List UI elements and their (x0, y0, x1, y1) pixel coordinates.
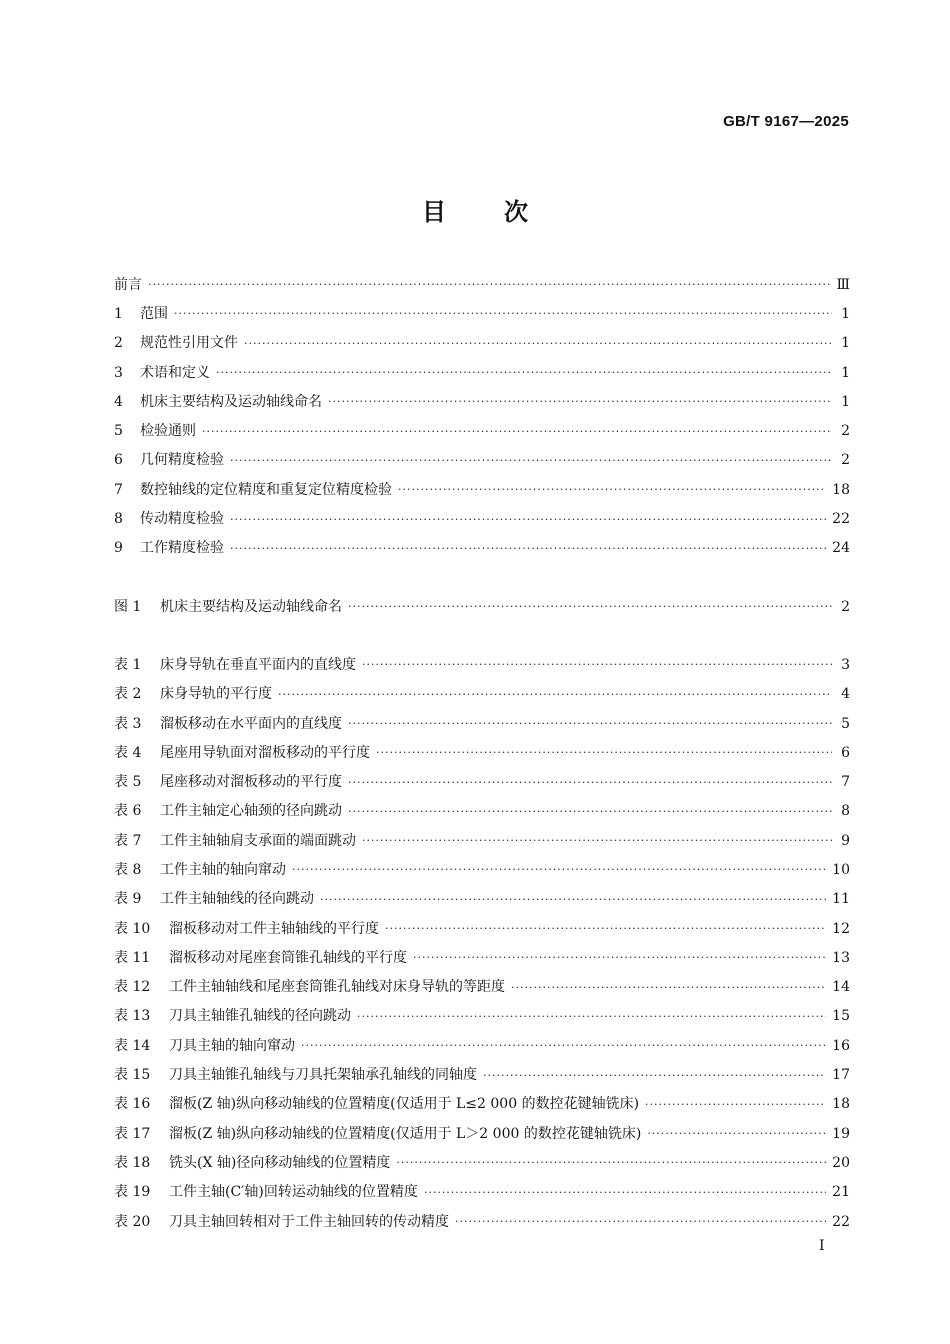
toc-table-9[interactable] (114, 885, 850, 914)
toc-entry-number: 3 (114, 364, 123, 381)
toc-entry-label: 工作精度检验 (140, 540, 224, 557)
toc-table-3[interactable] (114, 709, 850, 738)
toc-entry-label: 工件主轴轴线的径向跳动 (160, 891, 314, 908)
toc-entry-page: 9 (841, 832, 850, 849)
toc-entry-label: 传动精度检验 (140, 511, 224, 528)
toc-table-19[interactable] (114, 1178, 850, 1207)
toc-table-15[interactable] (114, 1060, 850, 1089)
toc-table-17[interactable] (114, 1119, 850, 1148)
dot-leader (216, 367, 832, 378)
toc-entry-label: 刀具主轴锥孔轴线的径向跳动 (169, 1008, 351, 1025)
toc-entry-number: 表 5 (114, 774, 142, 791)
toc-entry-label: 尾座移动对溜板移动的平行度 (160, 774, 342, 791)
toc-section-6[interactable] (114, 446, 850, 475)
toc-entry-label: 机床主要结构及运动轴线命名 (140, 393, 322, 410)
toc-section-2[interactable] (114, 329, 850, 358)
toc-entry-number: 表 14 (114, 1037, 151, 1054)
toc-entry-page: 1 (841, 393, 850, 410)
toc-entry-label: 床身导轨的平行度 (160, 686, 272, 703)
dot-leader (647, 1128, 826, 1139)
toc-table-4[interactable] (114, 738, 850, 767)
toc-entry-foreword[interactable] (114, 270, 850, 299)
toc-entry-label: 刀具主轴锥孔轴线与刀具托架轴承孔轴线的同轴度 (169, 1067, 477, 1084)
toc-entry-label: 溜板(Z 轴)纵向移动轴线的位置精度(仅适用于 L≤2 000 的数控花键轴铣床) (169, 1096, 640, 1113)
dot-leader (202, 426, 832, 437)
dot-leader (328, 396, 832, 407)
toc-entry-number: 5 (114, 423, 123, 440)
toc-entry-label: 工件主轴轴肩支承面的端面跳动 (160, 832, 356, 849)
toc-table-1[interactable] (114, 650, 850, 679)
toc-entry-number: 表 3 (114, 715, 142, 732)
dot-leader (455, 1216, 826, 1227)
toc-entry-page: 3 (841, 656, 850, 673)
dot-leader (376, 747, 832, 758)
toc-entry-number: 9 (114, 540, 123, 557)
toc-entry-page: 8 (841, 803, 850, 820)
toc-entry-label: 铣头(X 轴)径向移动轴线的位置精度 (169, 1154, 391, 1171)
page-number: I (819, 1238, 825, 1254)
toc-entry-page: 22 (832, 511, 850, 528)
dot-leader (385, 923, 826, 934)
toc-entry-label: 溜板移动对工件主轴轴线的平行度 (169, 920, 379, 937)
toc-table-16[interactable] (114, 1090, 850, 1119)
dot-leader (320, 894, 826, 905)
toc-table-5[interactable] (114, 767, 850, 796)
toc-entry-page: 19 (832, 1125, 850, 1142)
toc-entry-label: 工件主轴(C′轴)回转运动轴线的位置精度 (169, 1184, 418, 1201)
title-char-2: 次 (504, 197, 528, 226)
dot-leader (348, 806, 832, 817)
dot-leader (398, 484, 826, 495)
dot-leader (362, 659, 832, 670)
toc-entry-label: 规范性引用文件 (140, 335, 238, 352)
toc-section-1[interactable] (114, 299, 850, 328)
dot-leader (174, 308, 832, 319)
dot-leader (244, 338, 832, 349)
toc-table-20[interactable] (114, 1207, 850, 1236)
toc-entry-label: 检验通则 (140, 423, 196, 440)
dot-leader (424, 1187, 826, 1198)
toc-entry-page: 6 (841, 744, 850, 761)
toc-entry-page: 22 (832, 1213, 850, 1230)
dot-leader (645, 1099, 826, 1110)
toc-entry-number: 2 (114, 335, 123, 352)
dot-leader (362, 835, 832, 846)
toc-entry-page: 11 (832, 891, 850, 908)
dot-leader (292, 864, 826, 875)
toc-entry-number: 6 (114, 452, 123, 469)
toc-section-7[interactable] (114, 475, 850, 504)
toc-entry-label: 刀具主轴回转相对于工件主轴回转的传动精度 (169, 1213, 449, 1230)
toc-entry-page: 1 (841, 335, 850, 352)
toc-table-2[interactable] (114, 680, 850, 709)
dot-leader (396, 1157, 826, 1168)
toc-entry-number: 表 12 (114, 979, 151, 996)
toc-entry-number: 表 7 (114, 832, 142, 849)
toc-entry-number: 7 (114, 481, 123, 498)
toc-entry-number: 4 (114, 393, 123, 410)
toc-table-11[interactable] (114, 943, 850, 972)
toc-entry-number: 表 6 (114, 803, 142, 820)
toc-section-8[interactable] (114, 504, 850, 533)
toc-entry-label: 范围 (140, 305, 168, 322)
toc-table-7[interactable] (114, 826, 850, 855)
toc-entry-page: 1 (841, 305, 850, 322)
toc-entry-number: 表 10 (114, 920, 151, 937)
toc-entry-label: 溜板移动在水平面内的直线度 (160, 715, 342, 732)
toc-entry-number: 1 (114, 305, 123, 322)
toc-entry-number: 表 9 (114, 891, 142, 908)
toc-entry-label: 溜板(Z 轴)纵向移动轴线的位置精度(仅适用于 L＞2 000 的数控花键轴铣床) (169, 1125, 642, 1142)
toc-entry-page: 2 (841, 423, 850, 440)
toc-entry-number: 表 18 (114, 1154, 151, 1171)
toc-table-8[interactable] (114, 855, 850, 884)
toc-entry-number: 表 19 (114, 1184, 151, 1201)
toc-entry-page: 24 (832, 540, 850, 557)
toc-entry-label: 工件主轴的轴向窜动 (160, 861, 286, 878)
toc-entry-label: 工件主轴定心轴颈的径向跳动 (160, 803, 342, 820)
toc-table-14[interactable] (114, 1031, 850, 1060)
toc-entry-label: 溜板移动对尾座套筒锥孔轴线的平行度 (169, 949, 407, 966)
toc-entry-label: 工件主轴轴线和尾座套筒锥孔轴线对床身导轨的等距度 (169, 979, 505, 996)
toc-entry-number: 8 (114, 511, 123, 528)
toc-table-6[interactable] (114, 797, 850, 826)
toc-table-13[interactable] (114, 1002, 850, 1031)
toc-entry-number: 表 1 (114, 656, 142, 673)
dot-leader (230, 514, 826, 525)
page-title (0, 192, 950, 227)
toc-entry-page: 4 (841, 686, 850, 703)
toc-entry-page: 21 (832, 1184, 850, 1201)
toc-entry-number: 表 4 (114, 744, 142, 761)
toc-entry-number: 表 8 (114, 861, 142, 878)
toc-entry-page: 15 (832, 1008, 850, 1025)
dot-leader (230, 455, 832, 466)
toc-entry-label: 前言 (114, 276, 142, 293)
toc-entry-number: 表 16 (114, 1096, 151, 1113)
toc-entry-number: 表 11 (114, 949, 151, 966)
toc-entry-page: 5 (841, 715, 850, 732)
toc-entry-page: 2 (841, 452, 850, 469)
toc-entry-page: 20 (832, 1154, 850, 1171)
dot-leader (511, 982, 826, 993)
dot-leader (278, 689, 832, 700)
toc-table-18[interactable] (114, 1148, 850, 1177)
toc-entry-number: 表 20 (114, 1213, 151, 1230)
dot-leader (483, 1070, 826, 1081)
toc-entry-page: 14 (832, 979, 850, 996)
toc-entry-label: 尾座用导轨面对溜板移动的平行度 (160, 744, 370, 761)
toc-entry-number: 图 1 (114, 598, 142, 615)
toc-entry-page: 2 (841, 598, 850, 615)
toc-section-5[interactable] (114, 416, 850, 445)
toc-entry-number: 表 13 (114, 1008, 151, 1025)
table-of-contents (114, 270, 850, 1236)
dot-leader (348, 718, 832, 729)
toc-figure-1[interactable] (114, 592, 850, 621)
dot-leader (357, 1011, 826, 1022)
toc-entry-label: 数控轴线的定位精度和重复定位精度检验 (140, 481, 392, 498)
dot-leader (230, 543, 826, 554)
toc-entry-number: 表 15 (114, 1067, 151, 1084)
dot-leader (348, 777, 832, 788)
toc-entry-number: 表 17 (114, 1125, 151, 1142)
toc-section-9[interactable] (114, 534, 850, 563)
standard-number: GB/T 9167—2025 (723, 113, 849, 130)
dot-leader (148, 279, 830, 290)
toc-section-3[interactable] (114, 358, 850, 387)
toc-entry-page: 1 (841, 364, 850, 381)
toc-entry-page: 18 (832, 481, 850, 498)
toc-entry-label: 床身导轨在垂直平面内的直线度 (160, 656, 356, 673)
dot-leader (301, 1040, 826, 1051)
toc-entry-page: 13 (832, 949, 850, 966)
toc-table-10[interactable] (114, 914, 850, 943)
toc-entry-page: 10 (832, 861, 850, 878)
toc-entry-label: 术语和定义 (140, 364, 210, 381)
toc-entry-page: 16 (832, 1037, 850, 1054)
toc-entry-page: 12 (832, 920, 850, 937)
dot-leader (413, 952, 826, 963)
toc-entry-label: 机床主要结构及运动轴线命名 (160, 598, 342, 615)
title-char-1: 目 (422, 197, 446, 226)
toc-entry-page: 17 (832, 1067, 850, 1084)
toc-entry-number: 表 2 (114, 686, 142, 703)
toc-entry-page: 18 (832, 1096, 850, 1113)
toc-section-4[interactable] (114, 387, 850, 416)
toc-entry-label: 几何精度检验 (140, 452, 224, 469)
toc-table-12[interactable] (114, 973, 850, 1002)
toc-entry-page: 7 (841, 774, 850, 791)
dot-leader (348, 601, 832, 612)
toc-entry-page: Ⅲ (836, 276, 850, 293)
toc-entry-label: 刀具主轴的轴向窜动 (169, 1037, 295, 1054)
